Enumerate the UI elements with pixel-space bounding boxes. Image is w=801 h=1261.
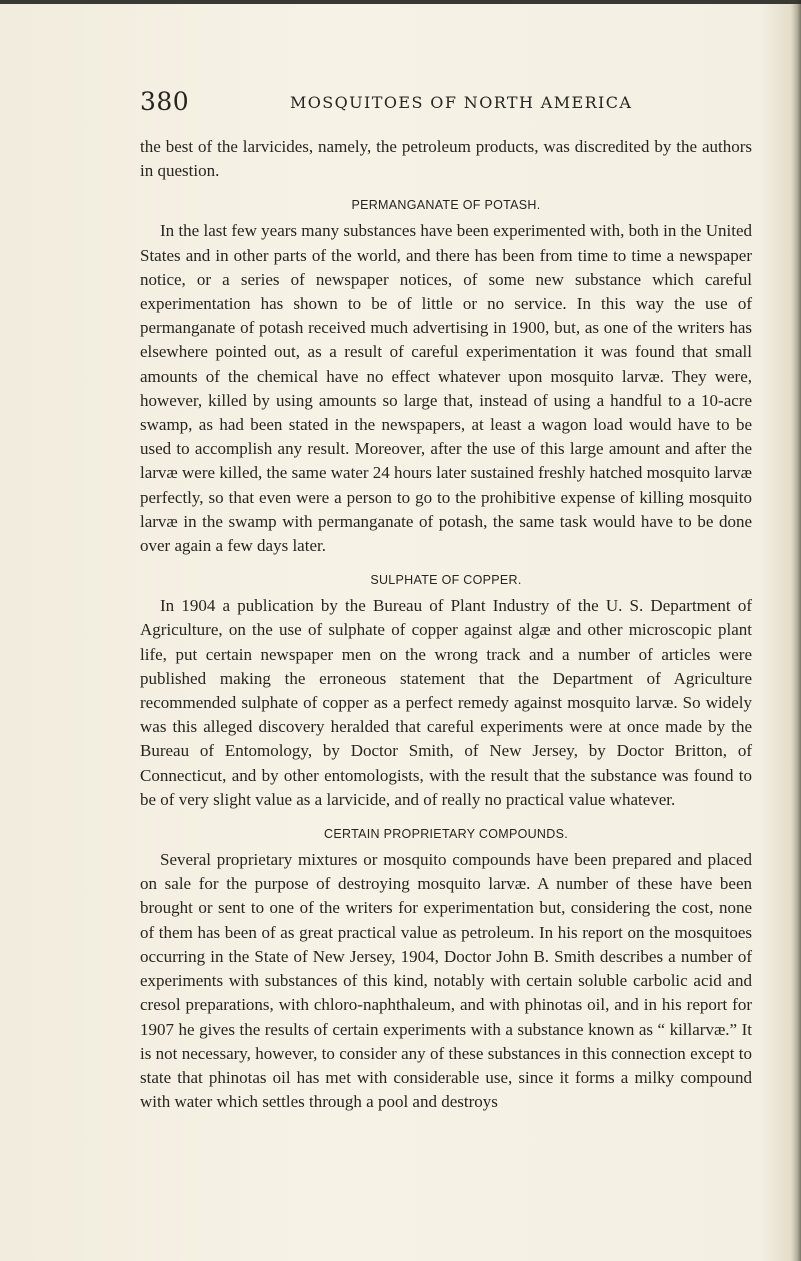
running-head: MOSQUITOES OF NORTH AMERICA: [290, 93, 633, 112]
section-paragraph-proprietary: Several proprietary mixtures or mosquito compounds have been prepared and placed on sale for the purpose of destroying mosquito larvæ. A number of these have been brought or sent to one of the writers for experimentation but, considering the cost, none of them has been of as great practical value as petroleum. In his report on the mosquitoes occurring in the State of New Jersey, 1904, Doctor John B. Smith describes a number of experiments with substances of this kind, notably with certain soluble carbolic acid and cresol preparations, with chloro-naphthaleum, and with phinotas oil, and in his report for 1907 he gives the results of certain experiments with a substance known as “ killarvæ.” It is not necessary, however, to consider any of these substances in this connection except to state that phinotas oil has met with considerable use, since it forms a milky compound with water which settles through a pool and destroys: [140, 850, 752, 1112]
page-body: [140, 135, 752, 1114]
page-number: 380: [140, 87, 190, 116]
section-proprietary: [140, 826, 752, 1114]
section-paragraph-permanganate: In the last few years many substances have been experimented with, both in the United States and in other parts of the world, and there has been from time to time a newspaper notice, or a series of newspaper notices, of some new substance which careful experimentation has shown to be of little or no service. In this way the use of permanganate of potash received much advertising in 1900, but, as one of the writers has elsewhere pointed out, as a result of careful experimentation it was found that small amounts of the chemical have no effect whatever upon mosquito larvæ. They were, however, killed by using amounts so large that, instead of using a handful to a 10-acre swamp, as had been stated in the newspapers, at least a wagon load would have to be used to accomplish any result. Moreover, after the use of this large amount and after the larvæ were killed, the same water 24 hours later sustained freshly hatched mosquito larvæ perfectly, so that even were a person to go to the prohibitive expense of killing mosquito larvæ in the swamp with permanganate of potash, the same task would have to be done over again a few days later.: [140, 221, 752, 556]
section-heading-sulphate: SULPHATE OF COPPER.: [370, 573, 522, 588]
section-paragraph-sulphate: In 1904 a publication by the Bureau of Plant Industry of the U. S. Department of Agriculture, on the use of sulphate of copper against algæ and other microscopic plant life, put certain newspaper men on the wrong track and a number of articles were published making the erroneous statement that the Department of Agriculture recommended sulphate of copper as a perfect remedy against mosquito larvæ. So widely was this alleged discovery heralded that careful experiments were at once made by the Bureau of Entomology, by Doctor Smith, of New Jersey, by Doctor Britton, of Connecticut, and by other entomologists, with the result that the substance was found to be of very slight value as a larvicide, and of really no practical value whatever.: [140, 596, 752, 809]
intro-paragraph: the best of the larvicides, namely, the petroleum products, was discredited by the authors in question.: [140, 137, 752, 181]
section-heading-permanganate: PERMANGANATE OF POTASH.: [351, 198, 541, 213]
section-heading-proprietary: CERTAIN PROPRIETARY COMPOUNDS.: [324, 827, 568, 842]
section-permanganate: [140, 197, 752, 558]
section-sulphate: [140, 572, 752, 812]
page-header: [140, 87, 752, 117]
page-right-edge-shadow: [791, 0, 801, 1261]
page-top-edge: [0, 0, 801, 4]
